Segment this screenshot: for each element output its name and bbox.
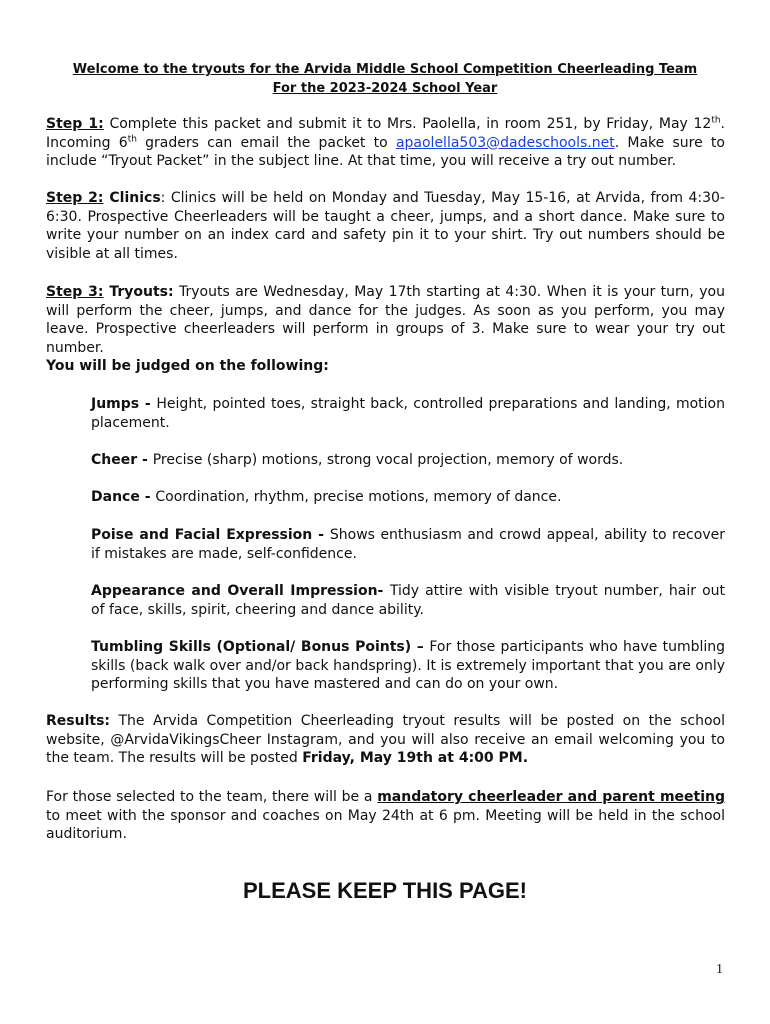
step-1-label: Step 1: <box>46 116 104 132</box>
keep-page-notice: PLEASE KEEP THIS PAGE! <box>242 878 528 903</box>
step-3-label: Step 3: <box>46 284 104 300</box>
criterion-poise <box>91 526 725 563</box>
criterion-label: Appearance and Overall Impression- <box>91 583 390 599</box>
criterion-label: Tumbling Skills (Optional/ Bonus Points) – <box>91 639 430 655</box>
step-3-bold: Tryouts: <box>103 284 174 300</box>
step-1-text-d: . Make sure to include “Tryout Packet” in the subject line. At that time, you will receive a try out number. <box>46 134 725 169</box>
criterion-text: Shows enthusiasm and crowd appeal, ability to recover if mistakes are made, self-confidence. <box>91 527 725 562</box>
email-link[interactable]: apaolella503@dadeschools.net <box>395 134 615 151</box>
results-label: Results: <box>46 713 110 729</box>
criterion-text: Tidy attire with visible tryout number, hair out of face, skills, spirit, cheering and dance ability. <box>91 583 725 618</box>
selected-text-a: For those selected to the team, there will be a <box>46 789 378 805</box>
title-line-2: For the 2023-2024 School Year <box>272 81 498 96</box>
selected-text-b: to meet with the sponsor and coaches on May 24th at 6 pm. Meeting will be held in the school auditorium. <box>46 807 725 842</box>
criterion-label: Cheer - <box>91 452 153 468</box>
results-date: Friday, May 19th at 4:00 PM. <box>302 750 529 766</box>
step-1-sup-a: th <box>711 115 721 126</box>
criterion-cheer <box>91 451 725 470</box>
criterion-label: Poise and Facial Expression - <box>91 527 330 543</box>
criterion-label: Jumps - <box>91 396 157 412</box>
step-2-text: : Clinics will be held on Monday and Tuesday, May 15-16, at Arvida, from 4:30-6:30. Prospective Cheerleaders will be taught a cheer, jumps, and a short dance. Make sure to write your number on an index card and safety pin it to your shirt. Try out numbers should be visible at all times. <box>46 190 725 262</box>
criterion-text: For those participants who have tumbling skills (back walk over and/or back handspring). It is extremely important that you are only performing skills that you have mastered and can do on your own. <box>91 639 726 692</box>
step-2-label: Step 2: <box>46 190 104 206</box>
selected-paragraph <box>46 788 725 844</box>
criterion-text: Coordination, rhythm, precise motions, memory of dance. <box>155 489 562 505</box>
criterion-appearance <box>91 582 725 619</box>
criterion-text: Precise (sharp) motions, strong vocal projection, memory of words. <box>152 452 624 468</box>
criterion-label: Dance - <box>91 489 156 505</box>
step-3-text: Tryouts are Wednesday, May 17th starting at 4:30. When it is your turn, you will perform the cheer, jumps, and dance for the judges. As soon as you perform, you may leave. Prospective cheerleaders will perform in groups of 3. Make sure to wear your try out number. <box>46 284 725 356</box>
page-number: 1 <box>716 962 723 977</box>
step-2-paragraph <box>46 189 725 263</box>
title-line-1: Welcome to the tryouts for the Arvida Middle School Competition Cheerleading Team <box>72 62 698 77</box>
criterion-jumps <box>91 395 725 432</box>
step-1-text-b: . Incoming 6 <box>46 116 725 151</box>
results-text: The Arvida Competition Cheerleading tryout results will be posted on the school website, @ArvidaVikingsCheer Instagram, and you will also receive an email welcoming you to the team. The results will be posted <box>46 713 725 766</box>
step-3-paragraph <box>46 283 725 357</box>
results-paragraph <box>46 712 725 768</box>
step-1-text-c: graders can email the packet to <box>136 134 396 151</box>
step-2-bold: Clinics <box>103 190 161 206</box>
criterion-dance <box>91 488 725 507</box>
mandatory-meeting: mandatory cheerleader and parent meeting <box>377 789 725 805</box>
criterion-text: Height, pointed toes, straight back, controlled preparations and landing, motion placement. <box>91 396 725 431</box>
step-1-paragraph <box>46 115 725 171</box>
criterion-tumbling <box>91 638 725 694</box>
judged-heading: You will be judged on the following: <box>46 358 329 374</box>
step-1-sup-b: th <box>127 133 137 144</box>
step-1-text-a: Complete this packet and submit it to Mrs. Paolella, in room 251, by Friday, May 12 <box>103 116 712 132</box>
